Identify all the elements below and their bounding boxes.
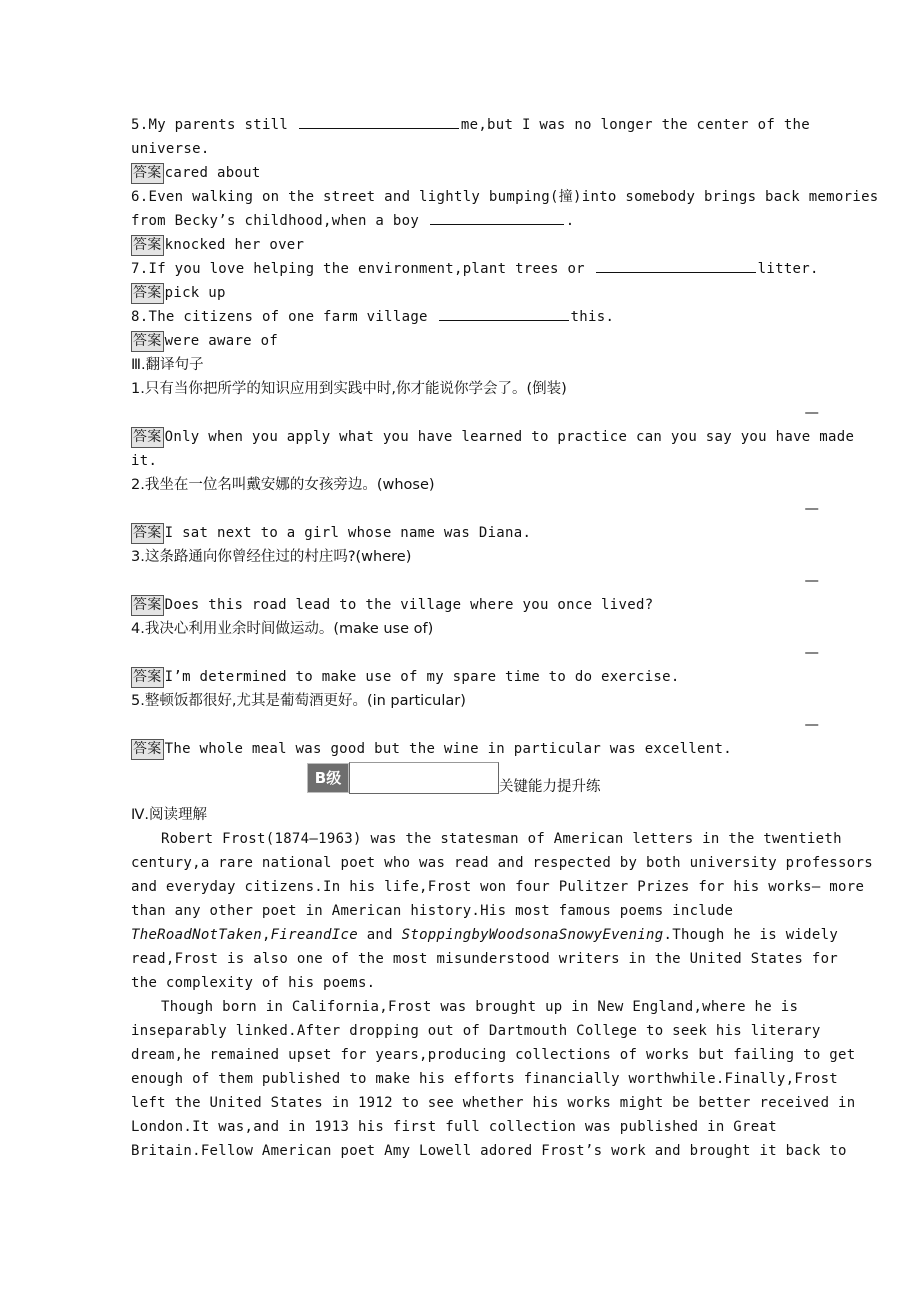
item-text: The citizens of one farm village — [148, 309, 437, 325]
level-title-box — [349, 762, 499, 794]
item-number: 8. — [131, 309, 149, 325]
answer-badge: 答案 — [131, 163, 164, 184]
paragraph-line: enough of them published to make his efforts financially worthwhile.Finally,Frost — [131, 1071, 839, 1087]
answer-badge: 答案 — [131, 427, 164, 448]
answer-text: were aware of — [164, 333, 279, 349]
answer-badge: 答案 — [131, 331, 164, 352]
paragraph-line: left the United States in 1912 to see whether his works might be better received in — [131, 1095, 856, 1111]
paragraph-line: Though born in California,Frost was brought up in New England,where he is — [161, 999, 799, 1015]
answer-row — [131, 329, 831, 353]
item-text: If you love helping the environment,plant trees or — [148, 261, 594, 277]
answer-text: cared about — [164, 165, 261, 181]
answer-badge: 答案 — [131, 595, 164, 616]
fill-blank[interactable] — [596, 258, 756, 273]
item-text: me,but I was no longer the center of the — [460, 117, 811, 133]
exercise-item-8 — [131, 305, 831, 329]
reading-paragraph-2 — [131, 995, 856, 1163]
paragraph-line: and everyday citizens.In his life,Frost won four Pulitzer Prizes for his works— more — [131, 879, 865, 895]
level-badge: B级 — [307, 763, 349, 793]
item-text: litter. — [757, 261, 819, 277]
paragraph-line: read,Frost is also one of the most misunderstood writers in the United States for — [131, 951, 839, 967]
item-text: universe. — [131, 141, 210, 157]
answer-blank-line[interactable]: — — [804, 501, 819, 517]
paragraph-line: the complexity of his poems. — [131, 975, 376, 991]
poem-title: StoppingbyWoodsonaSnowyEvening — [401, 927, 664, 943]
paragraph-line — [131, 923, 839, 947]
answer-blank-line[interactable]: — — [804, 573, 819, 589]
translation-prompt: 2.我坐在一位名叫戴安娜的女孩旁边。(whose) — [131, 477, 435, 493]
answer-row — [131, 665, 831, 689]
fill-blank[interactable] — [439, 306, 569, 321]
paragraph-line: London.It was,and in 1913 his first full collection was published in Great — [131, 1119, 777, 1135]
separator: , — [261, 927, 271, 943]
answer-blank-line[interactable]: — — [804, 717, 819, 733]
answer-badge: 答案 — [131, 667, 164, 688]
answer-badge: 答案 — [131, 739, 164, 760]
reading-paragraph-1 — [131, 827, 873, 995]
answer-row — [131, 593, 831, 617]
answer-text: Only when you apply what you have learned to practice can you say you have made — [164, 429, 855, 445]
level-title: 关键能力提升练 — [499, 779, 601, 795]
answer-blank-line[interactable]: — — [804, 405, 819, 421]
answer-text: pick up — [164, 285, 226, 301]
answer-row — [131, 161, 831, 185]
paragraph-line: than any other poet in American history.His most famous poems include — [131, 903, 734, 919]
answer-text: I’m determined to make use of my spare time to do exercise. — [164, 669, 680, 685]
item-number: 6. — [131, 189, 149, 205]
answer-badge: 答案 — [131, 235, 164, 256]
translation-prompt: 4.我决心利用业余时间做运动。(make use of) — [131, 621, 434, 637]
item-text: Even walking on the street and lightly bumping(撞)into somebody brings back memories — [148, 189, 879, 205]
poem-title: FireandIce — [270, 927, 358, 943]
answer-row — [131, 521, 831, 545]
conjunction: and — [357, 927, 402, 943]
paragraph-line: inseparably linked.After dropping out of Dartmouth College to seek his literary — [131, 1023, 821, 1039]
paragraph-line: dream,he remained upset for years,producing collections of works but failing to get — [131, 1047, 856, 1063]
translation-prompt: 3.这条路通向你曾经住过的村庄吗?(where) — [131, 549, 412, 565]
answer-row — [131, 281, 831, 305]
item-text: . — [565, 213, 575, 229]
paragraph-text: .Though he is widely — [663, 927, 839, 943]
exercise-item-6 — [131, 185, 879, 209]
answer-row — [131, 737, 831, 761]
translation-prompt: 5.整顿饭都很好,尤其是葡萄酒更好。(in particular) — [131, 693, 466, 709]
fill-blank[interactable] — [299, 114, 459, 129]
section-heading: Ⅲ.翻译句子 — [131, 357, 204, 373]
answer-badge: 答案 — [131, 283, 164, 304]
answer-text: knocked her over — [164, 237, 305, 253]
paragraph-line: Britain.Fellow American poet Amy Lowell adored Frost’s work and brought it back to — [131, 1143, 847, 1159]
item-number: 7. — [131, 261, 149, 277]
translation-prompt: 1.只有当你把所学的知识应用到实践中时,你才能说你学会了。(倒装) — [131, 381, 567, 397]
answer-text: Does this road lead to the village where you once lived? — [164, 597, 654, 613]
paragraph-line: century,a rare national poet who was read and respected by both university professors — [131, 855, 873, 871]
item-text: this. — [570, 309, 615, 325]
exercise-item-5-cont — [131, 137, 831, 161]
item-text: My parents still — [148, 117, 297, 133]
page-content — [131, 113, 879, 1163]
answer-badge: 答案 — [131, 523, 164, 544]
answer-text-cont: it. — [131, 453, 158, 469]
answer-text: The whole meal was good but the wine in particular was excellent. — [164, 741, 732, 757]
item-text: from Becky’s childhood,when a boy — [131, 213, 428, 229]
answer-text: I sat next to a girl whose name was Diana. — [164, 525, 532, 541]
exercise-item-7 — [131, 257, 831, 281]
answer-row — [131, 425, 855, 449]
exercise-item-5 — [131, 113, 831, 137]
item-number: 5. — [131, 117, 149, 133]
exercise-item-6-cont — [131, 209, 831, 233]
paragraph-line: Robert Frost(1874—1963) was the statesman of American letters in the twentieth — [161, 831, 842, 847]
answer-blank-line[interactable]: — — [804, 645, 819, 661]
fill-blank[interactable] — [430, 210, 564, 225]
section-heading: Ⅳ.阅读理解 — [131, 807, 207, 823]
level-header — [131, 761, 831, 803]
poem-title: TheRoadNotTaken — [131, 927, 262, 943]
answer-row — [131, 233, 831, 257]
